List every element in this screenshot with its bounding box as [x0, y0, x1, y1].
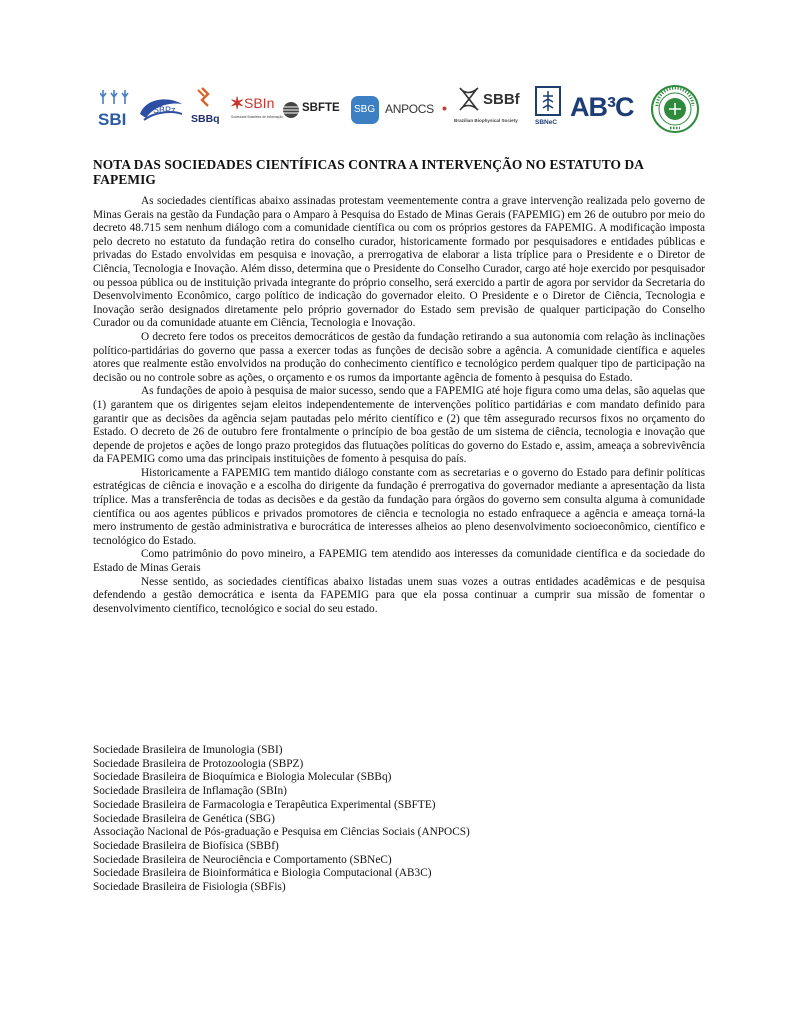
- dot-icon: •: [442, 100, 447, 116]
- paragraph: Nesse sentido, as sociedades científicas abaixo listadas unem suas vozes a outras entidades acadêmicas e de pesquisa defendendo a gestão democrática e isenta da FAPEMIG para que ela possa continuar a cumprir sua missão de fomentar o desenvolvimento científico, tecnológico e social do seu estado.: [93, 575, 705, 615]
- sbg-logo-text: SBG: [354, 104, 376, 115]
- list-item: Sociedade Brasileira de Bioinformática e Biologia Computacional (AB3C): [93, 867, 432, 880]
- paragraph: Como patrimônio do povo mineiro, a FAPEMIG tem atendido aos interesses da comunidade científica e da sociedade do Estado de Minas Gerais: [93, 548, 705, 575]
- statement-body: [93, 195, 705, 616]
- logo-strip: [92, 82, 702, 140]
- page-title: NOTA DAS SOCIEDADES CIENTÍFICAS CONTRA A INTERVENÇÃO NO ESTATUTO DA FAPEMIG: [93, 157, 644, 187]
- sbin-logo-subtitle: Sociedade Brasileira de Inflamação: [231, 115, 283, 119]
- sbpz-logo: [138, 94, 184, 128]
- list-item: Sociedade Brasileira de Protozoologia (SBPZ): [93, 757, 304, 770]
- paragraph: As fundações de apoio à pesquisa de maior sucesso, sendo que a FAPEMIG até hoje figura como uma delas, são aquelas que (1) garantem que os dirigentes sejam eleitos independentemente de intervenções político partidárias e com mandato definido para garantir que as decisões da agência sejam pautadas pelo mérito científico e (2) que têm assegurado recursos fixos no orçamento do Estado. O decreto de 26 de outubro fere frontalmente o princípio de boa gestão de um sistema de ciência, tecnologia e inovação que depende de projetos e ações de longo prazo protegidos das flutuações políticas do governo do Estado e, assim, ameaça a sobrevivência da FAPEMIG como uma das principais instituições de fomento à pesquisa do país.: [93, 385, 705, 466]
- anpocs-logo-text: ANPOCS: [385, 102, 434, 116]
- paragraph: Historicamente a FAPEMIG tem mantido diálogo constante com as secretarias e o governo do Estado para definir políticas estratégicas de ciência e inovação e a escolha do dirigente da fundação é prerrogativa do governador mediante a apresentação da lista tríplice. Mas a transferência de todas as decisões e da gestão da fundação para órgãos do governo sem consulta alguma à comunidade científica ou aos agentes públicos e privados promotores de ciência e tecnologia no estado enfraquece a agência e ameaça torná-la mero instrumento de gestão administrativa e burocrática de interesses alheios ao pleno desenvolvimento socioeconômico, científico e tecnológico do Estado.: [93, 466, 705, 547]
- sbbf-logo: [454, 84, 522, 134]
- sbfte-logo-text: SBFTE: [302, 102, 340, 114]
- sbbf-logo-subtitle: Brazilian Biophysical Society: [454, 118, 518, 123]
- sbin-logo-text: SBIn: [244, 95, 275, 111]
- sbin-logo: [230, 94, 283, 128]
- list-item: Associação Nacional de Pós-graduação e Pesquisa em Ciências Sociais (ANPOCS): [93, 826, 470, 839]
- list-item: Sociedade Brasileira de Bioquímica e Biologia Molecular (SBBq): [93, 771, 392, 784]
- sbbf-logo-text: SBBf: [483, 91, 520, 108]
- paragraph: As sociedades científicas abaixo assinadas protestam veementemente contra a grave intervenção realizada pelo governo de Minas Gerais na gestão da Fundação para o Amparo à Pesquisa do Estado de Minas Gerais (FAPEMIG) em 26 de outubro por meio do decreto 48.715 sem nenhum diálogo com a comunidade científica ou com os próprios gestores da FAPEMIG. A modificação imposta pelo decreto no estatuto da fundação retira do conselho curador, historicamente formado por pesquisadores e entidades públicas e privadas do Estado envolvidas em pesquisa e inovação, a prerrogativa de elaborar a lista tríplice para o Presidente e o Diretor de Ciência, Tecnologia e Inovação. Além disso, determina que o Presidente do Conselho Curador, cargo até hoje exercido por pesquisador ou pessoa pública ou de instituição privada integrante do próprio conselho, será exercido a partir de agora por servidor da Secretaria do Desenvolvimento Econômico, cargo político de indicação do governador eleito. O Presidente e o Diretor de Ciência, Tecnologia e Inovação serão designados diretamente pelo próprio governador do Estado sem previsão de qualquer participação do Conselho Curador ou da comunidade atuante em Ciência, Tecnologia e Inovação.: [93, 195, 705, 330]
- list-item: Sociedade Brasileira de Neurociência e Comportamento (SBNeC): [93, 853, 392, 866]
- sbbq-logo: [188, 86, 224, 134]
- sbfis-logo: [650, 84, 700, 134]
- ab3c-logo: [570, 92, 642, 128]
- ab3c-logo-text: AB³C: [570, 92, 634, 122]
- list-item: Sociedade Brasileira de Biofísica (SBBf): [93, 839, 279, 852]
- list-item: Sociedade Brasileira de Fisiologia (SBFis): [93, 881, 286, 894]
- sbfis-seal-icon: [650, 84, 700, 134]
- sbbq-logo-text: SBBq: [191, 113, 220, 125]
- sbi-logo-text: SBI: [98, 110, 127, 129]
- sbnec-logo: [532, 86, 566, 134]
- sbnec-logo-text: SBNeC: [535, 119, 558, 126]
- signatories-list: [93, 744, 705, 895]
- anpocs-logo: [385, 102, 451, 120]
- star-icon: ✶: [230, 94, 245, 113]
- sbi-logo: [98, 88, 132, 134]
- list-item: Sociedade Brasileira de Imunologia (SBI): [93, 744, 283, 756]
- list-item: Sociedade Brasileira de Genética (SBG): [93, 812, 275, 825]
- sbpz-logo-text: SBPz: [153, 105, 176, 115]
- list-item: Sociedade Brasileira de Inflamação (SBIn): [93, 785, 287, 798]
- sbfte-logo: [282, 100, 344, 122]
- sbg-logo: [351, 96, 379, 124]
- list-item: Sociedade Brasileira de Farmacologia e Terapêutica Experimental (SBFTE): [93, 798, 436, 811]
- paragraph: O decreto fere todos os preceitos democráticos de gestão da fundação retirando a sua autonomia com relação às inclinações político-partidárias do governo que passa a exercer todas as funções de decisão sobre a agência. A comunidade científica e aqueles atores que realmente estão envolvidos na produção do conhecimento científico e tecnológico perdem qualquer tipo de participação na decisão ou no controle sobre as ações, o orçamento e os rumos da importante agência de fomento à pesquisa do Estado.: [93, 330, 705, 384]
